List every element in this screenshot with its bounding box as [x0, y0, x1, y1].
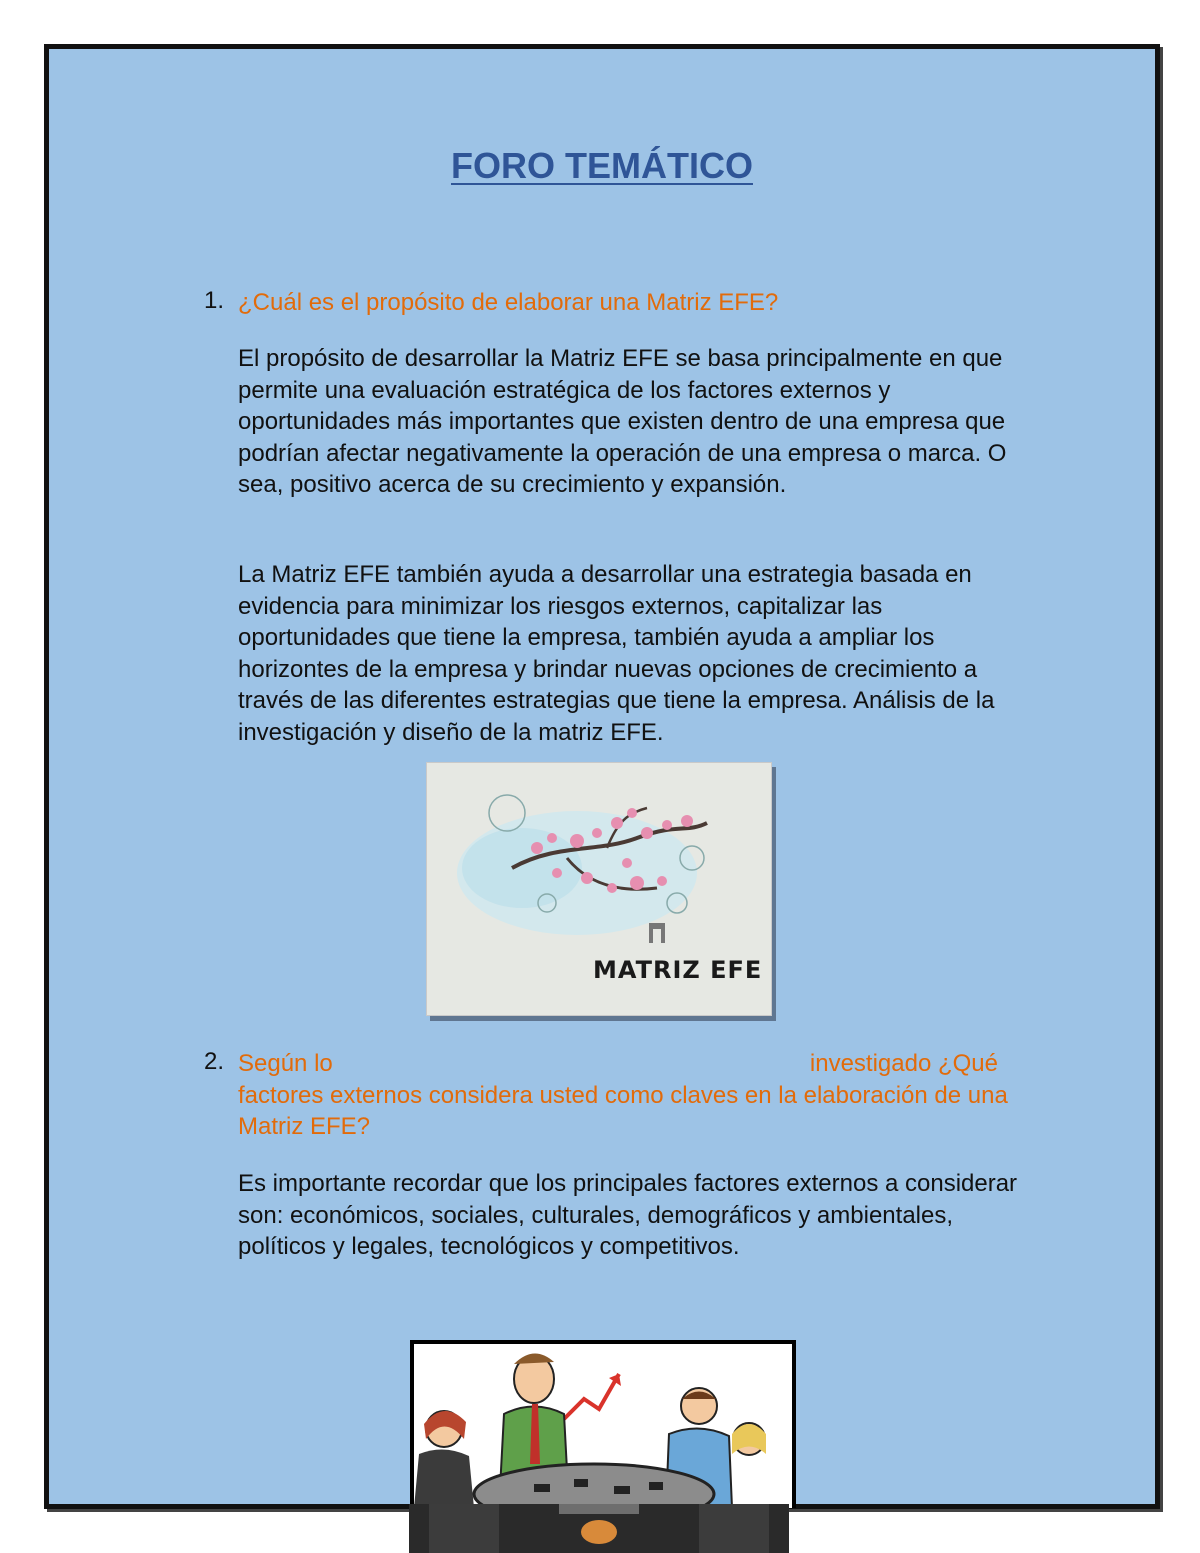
meeting-illustration: [410, 1340, 796, 1508]
answer-1-paragraph-1: El propósito de desarrollar la Matriz EFE se basa principalmente en que permite una evaluación estratégica de los factores externos y oportunidades más importantes que existen dentro de una empresa que podrían afectar negativamente la operación de una empresa o marca. O sea, positivo acerca de su crecimiento y expansión.: [238, 345, 1007, 498]
page-title: FORO TEMÁTICO: [451, 145, 753, 186]
question-2-part-1: Según lo: [238, 1050, 333, 1077]
business-meeting-cartoon: [414, 1344, 792, 1508]
question-2-line-1: [238, 1048, 998, 1080]
matriz-efe-caption: MATRIZ EFE: [593, 956, 763, 984]
meeting-illustration-lower-part: [409, 1504, 789, 1553]
question-1: ¿Cuál es el propósito de elaborar una Matriz EFE?: [238, 289, 779, 316]
meeting-illustration-bottom: [409, 1504, 789, 1553]
answer-2: Es importante recordar que los principales factores externos a considerar son: económicos, sociales, culturales, demográficos y ambientales, políticos y legales, tecnológicos y competitivos.: [238, 1170, 1018, 1260]
question-2-rest: factores externos considera usted como claves en la elaboración de una Matriz EFE?: [238, 1081, 1008, 1140]
question-2-number: 2.: [204, 1048, 225, 1075]
question-2: [238, 1048, 1038, 1143]
answer-1-paragraph-2: La Matriz EFE también ayuda a desarrollar una estrategia basada en evidencia para minimizar los riesgos externos, capitalizar las oportunidades que tiene la empresa, también ayuda a ampliar los horizontes de la empresa y brindar nuevas opciones de crecimiento a través de las diferentes estrategias que tiene la empresa. Análisis de la investigación y diseño de la matriz EFE.: [238, 561, 995, 746]
matriz-efe-image: [426, 762, 772, 1016]
page-frame: [44, 44, 1160, 1509]
question-2-part-2: investigado ¿Qué: [809, 1050, 998, 1077]
question-1-number: 1.: [204, 287, 225, 314]
